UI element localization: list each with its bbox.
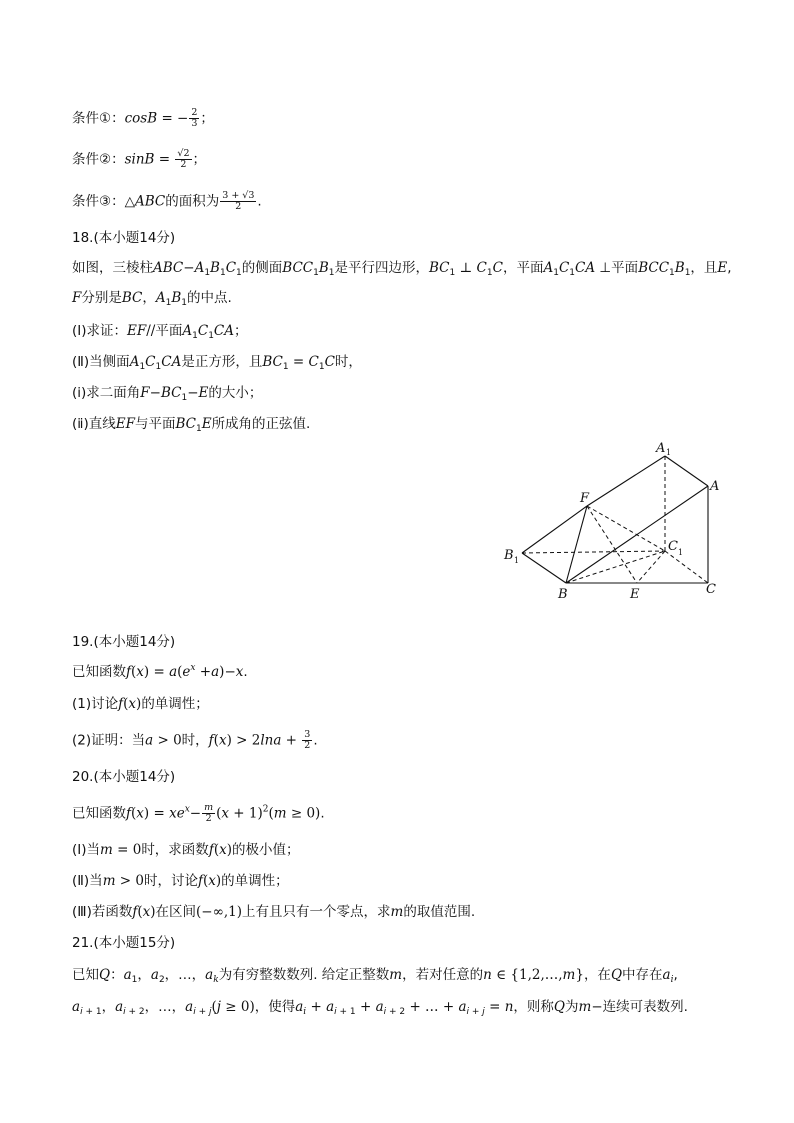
- question-21-text-line-1: 已知Q：$a_1$，$a_2$，…，$a_k$为有穷整数数列. 给定正整数m，若对任意的n ∈ {1,2,…,m}，在Q中存在$a_i$,: [72, 967, 678, 985]
- edge-B1-C1: [522, 551, 665, 553]
- label-B1: B: [504, 548, 514, 563]
- question-18-heading: 18.(本小题14分): [72, 230, 176, 246]
- label-B: B: [558, 587, 568, 602]
- question-18-part-2-i: (ⅰ)求二面角$F-BC_1-E$的大小；: [72, 385, 263, 403]
- edge-A1-F: [587, 456, 665, 506]
- question-19-heading: 19.(本小题14分): [72, 634, 176, 650]
- edge-F-B1: [522, 506, 587, 553]
- segment-F-C1: [587, 506, 665, 551]
- question-20-part-3: (Ⅲ)若函数f(x)在区间(−∞,1)上有且只有一个零点，求m的取值范围.: [72, 904, 476, 920]
- question-19-text: 已知函数$f(x) = a(e^x +a)-x$.: [72, 663, 248, 680]
- label-F: F: [580, 491, 590, 506]
- question-20-heading: 20.(本小题14分): [72, 769, 176, 785]
- fraction: $\frac{3 + √3}{2}$: [222, 190, 255, 212]
- condition-1: 条件①：cosB = − $\frac{2}{3}$ ；: [72, 107, 214, 129]
- fraction: $\frac{√2}{2}$: [177, 148, 190, 170]
- question-19-part-2: (2)证明：当a > 0时，f(x) > 2lna + $\frac{3}{2}$ .: [72, 729, 318, 751]
- question-18-text-line-1: 如图，三棱柱$ABC-A_1B_1C_1$的侧面$BCC_1B_1$是平行四边形，$BC_1$ ⊥ $C_1C$，平面$A_1C_1CA$ ⊥平面$BCC_1B_1$，且E,: [72, 260, 732, 278]
- question-20-part-1: (Ⅰ)当m = 0时，求函数f(x)的极小值；: [72, 842, 300, 858]
- edge-A1-A: [665, 456, 708, 486]
- condition-3: 条件③：△ABC的面积为 $\frac{3 + √3}{2}$ .: [72, 190, 262, 212]
- label-C: C: [706, 582, 716, 597]
- label-A1: A: [656, 441, 666, 456]
- question-21-text-line-2: $a_{i + 1}$，$a_{i + 2}$，…，$a_{i + j}(j \ge 0)$，使得$a_i + a_{i + 1} + a_{i + 2}$ + … + $a_{i + j} = n$，则称Q为m−连续可表数列.: [72, 999, 688, 1017]
- edge-C1-C: [665, 551, 708, 583]
- question-19-part-1: (1)讨论f(x)的单调性；: [72, 696, 209, 712]
- question-20-part-2: (Ⅱ)当m > 0时，讨论f(x)的单调性；: [72, 873, 289, 889]
- label-A: A: [710, 479, 720, 494]
- label-E: E: [630, 587, 640, 602]
- fraction: $\frac{3}{2}$: [304, 729, 311, 751]
- segment-B-C1: [566, 551, 665, 583]
- question-18-part-2: (Ⅱ)当侧面$A_1C_1CA$是正方形，且$BC_1 = C_1C$时，: [72, 354, 362, 372]
- label-A1-sub: 1: [666, 448, 672, 457]
- question-18-part-2-ii: (ⅱ)直线EF与平面$BC_1E$所成角的正弦值.: [72, 416, 311, 434]
- question-18-part-1: (Ⅰ)求证：EF//平面$A_1C_1CA$；: [72, 323, 248, 341]
- prism-figure: [498, 438, 728, 606]
- label-C1: C: [668, 539, 678, 554]
- question-20-text: 已知函数$f(x) = xe^x-$ $\frac{m}{2}$ $(x + 1)^2(m \ge 0)$.: [72, 802, 325, 824]
- condition-2: 条件②：sinB = $\frac{√2}{2}$ ；: [72, 148, 206, 170]
- question-21-heading: 21.(本小题15分): [72, 935, 176, 951]
- question-18-text-line-2: F分别是BC，$A_1B_1$的中点.: [72, 290, 232, 308]
- label-C1-sub: 1: [678, 548, 684, 557]
- segment-F-E: [587, 506, 637, 583]
- edge-B1-B: [522, 553, 566, 583]
- fraction: $\frac{m}{2}$: [204, 802, 214, 824]
- segment-C1-E: [637, 551, 665, 583]
- fraction: $\frac{2}{3}$: [191, 107, 198, 129]
- label-B1-sub: 1: [514, 556, 520, 565]
